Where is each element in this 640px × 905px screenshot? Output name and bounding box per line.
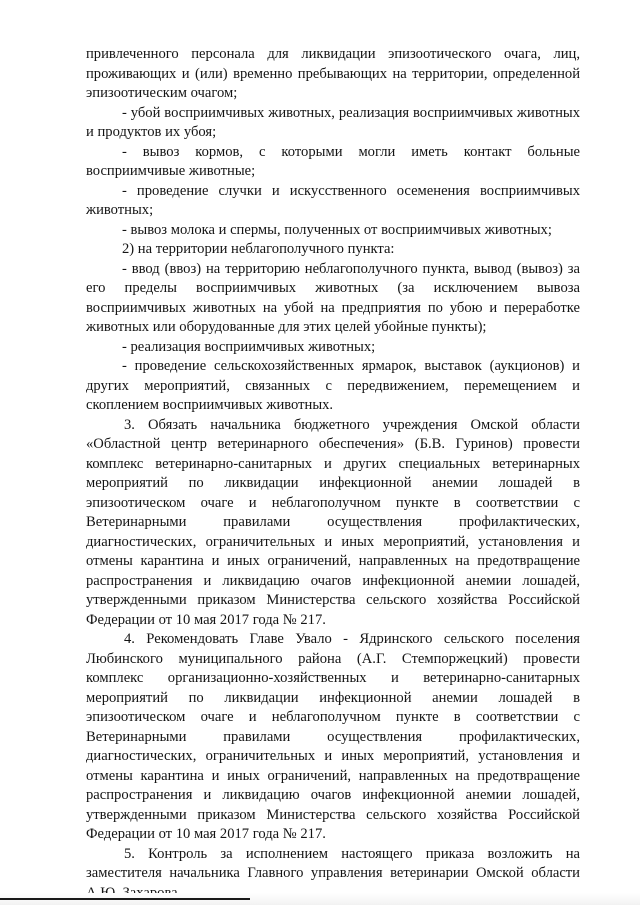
list-item-slaughter: - убой восприимчивых животных, реализация восприимчивых животных и продуктов их убоя; (86, 104, 580, 140)
list-item-animal-transport: - ввод (ввоз) на территорию неблагополучного пункта, вывод (вывоз) за его пределы восприимчивых животных (за исключением вывоза восприимчивых животных на убой на предприятия по убою и переработке животных или оборудованные для этих целей убойные пункты); (86, 260, 580, 335)
clause-3: 3. Обязать начальника бюджетного учреждения Омской области «Областной центр ветеринарного обеспечения» (Б.В. Гуринов) провести комплекс ветеринарно-санитарных и других специальных ветеринарных мероприятий по ликвидации инфекционной анемии лошадей в эпизоотическом очаге и неблагополучном пункте в соответствии с Ветеринарными правилами осуществления профилактических, диагностических, ограничительных и иных мероприятий, установления и отмены карантина и иных ограничений, направленных на предотвращение распространения и ликвидацию очагов инфекционной анемии лошадей, утвержденными приказом Министерства сельского хозяйства Российской Федерации от 10 мая 2017 года № 217. (86, 416, 580, 628)
list-item-animal-sale: - реализация восприимчивых животных; (122, 338, 376, 355)
document-body (86, 45, 580, 903)
list-item-milk-removal: - вывоз молока и спермы, полученных от восприимчивых животных; (122, 221, 552, 238)
clause-5: 5. Контроль за исполнением настоящего приказа возложить на заместителя начальника Главного управления ветеринарии Омской области (86, 845, 580, 881)
list-item-fairs: - проведение сельскохозяйственных ярмарок, выставок (аукционов) и других мероприятий, связанных с передвижением, перемещением и скоплением восприимчивых животных. (86, 358, 580, 413)
clause-4: 4. Рекомендовать Главе Увало - Ядринского сельского поселения Любинского муниципального района (А.Г. Стемпоржецкий) провести комплекс организационно-хозяйственных и ветеринарно-санитарных мероприятий по ликвидации инфекционной анемии лошадей в эпизоотическом очаге и неблагополучном пункте в соответствии с Ветеринарными правилами осуществления профилактических, диагностических, ограничительных и иных мероприятий, установления и отмены карантина и иных ограничений, направленных на предотвращение распространения и ликвидацию очагов инфекционной анемии лошадей, утвержденными приказом Министерства сельского хозяйства Российской Федерации от 10 мая 2017 года № 217. (86, 631, 580, 842)
scan-edge-mark (0, 898, 250, 900)
paragraph-continuation: привлеченного персонала для ликвидации эпизоотического очага, лиц, проживающих и (или) временно пребывающих на территории, определенной эпизоотическим очагом; (86, 46, 580, 101)
list-item-breeding: - проведение случки и искусственного осеменения восприимчивых животных; (86, 182, 580, 218)
list-item-feed-removal: - вывоз кормов, с которыми могли иметь контакт больные восприимчивые животные; (86, 143, 580, 179)
section-heading-unfavorable-point: 2) на территории неблагополучного пункта: (122, 241, 395, 257)
